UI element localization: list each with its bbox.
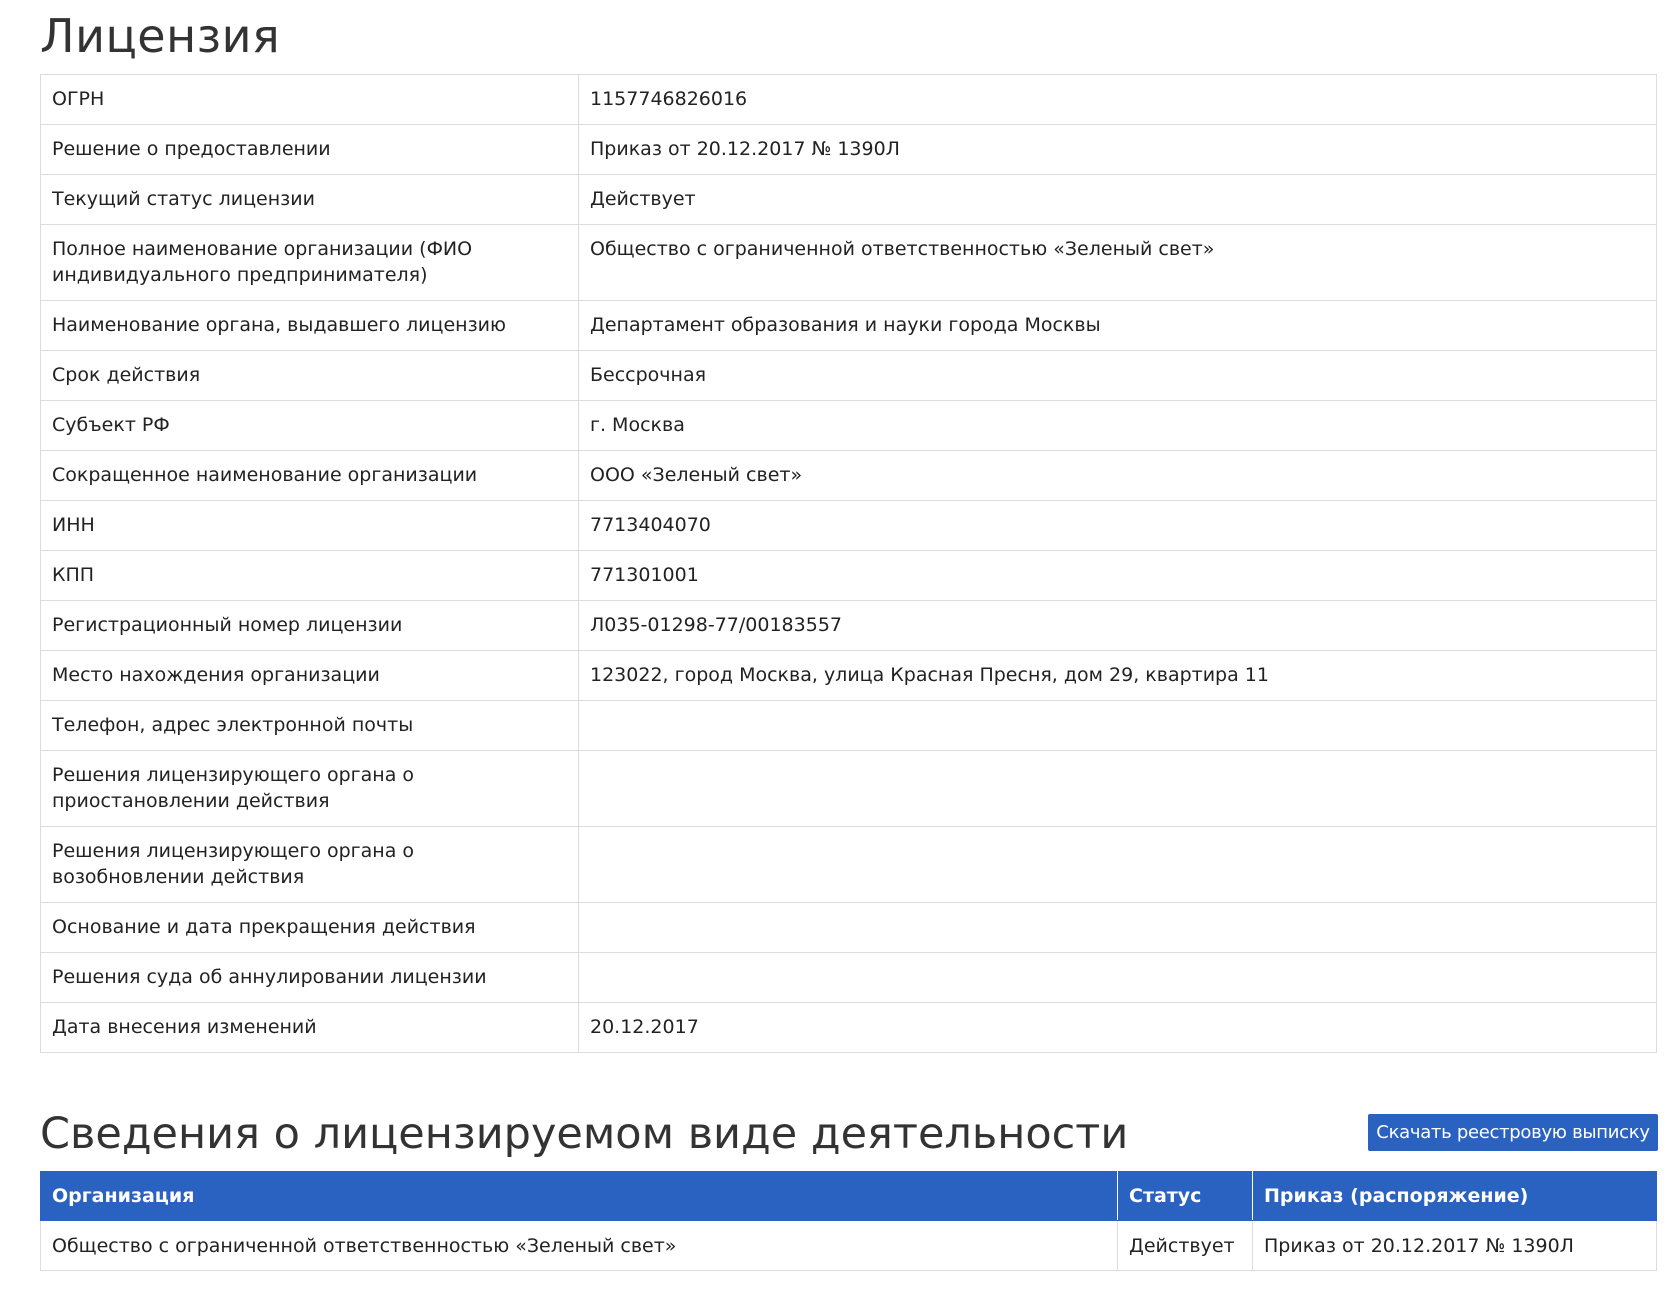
row-value: 7713404070 [579,501,1657,551]
section-title: Сведения о лицензируемом виде деятельности [40,1109,1129,1159]
table-row [41,125,1657,175]
table-row [41,701,1657,751]
row-value [579,953,1657,1003]
row-value: ООО «Зеленый свет» [579,451,1657,501]
row-label: Решения лицензирующего органа о приостановлении действия [41,751,579,827]
row-label: Телефон, адрес электронной почты [41,701,579,751]
table-row [41,75,1657,125]
row-value: Общество с ограниченной ответственностью «Зеленый свет» [579,225,1657,301]
table-row [41,175,1657,225]
row-value: 20.12.2017 [579,1003,1657,1053]
table-header-row [41,1172,1657,1221]
row-value: Бессрочная [579,351,1657,401]
row-value [579,701,1657,751]
table-row [41,225,1657,301]
row-label: Полное наименование организации (ФИО индивидуального предпринимателя) [41,225,579,301]
row-value [579,751,1657,827]
table-row [41,501,1657,551]
table-row [41,1221,1657,1271]
license-details-table [40,74,1657,1053]
row-label: Регистрационный номер лицензии [41,601,579,651]
table-row [41,601,1657,651]
cell-organization: Общество с ограниченной ответственностью «Зеленый свет» [41,1221,1118,1271]
table-row [41,351,1657,401]
row-label: Решение о предоставлении [41,125,579,175]
cell-status: Действует [1118,1221,1253,1271]
column-header-status: Статус [1118,1172,1253,1221]
table-row [41,827,1657,903]
column-header-order: Приказ (распоряжение) [1253,1172,1657,1221]
row-value: Приказ от 20.12.2017 № 1390Л [579,125,1657,175]
row-value: 771301001 [579,551,1657,601]
row-label: Дата внесения изменений [41,1003,579,1053]
row-value: 1157746826016 [579,75,1657,125]
row-label: Срок действия [41,351,579,401]
table-row [41,903,1657,953]
table-row [41,1003,1657,1053]
page-title: Лицензия [40,9,281,63]
row-value [579,903,1657,953]
row-label: Основание и дата прекращения действия [41,903,579,953]
column-header-organization: Организация [41,1172,1118,1221]
row-value: Действует [579,175,1657,225]
table-row [41,301,1657,351]
cell-order: Приказ от 20.12.2017 № 1390Л [1253,1221,1657,1271]
row-label: ИНН [41,501,579,551]
table-row [41,451,1657,501]
row-label: Решения суда об аннулировании лицензии [41,953,579,1003]
row-label: Текущий статус лицензии [41,175,579,225]
row-value: Департамент образования и науки города Москвы [579,301,1657,351]
table-row [41,953,1657,1003]
table-row [41,401,1657,451]
row-label: Решения лицензирующего органа о возобновлении действия [41,827,579,903]
row-value: Л035-01298-77/00183557 [579,601,1657,651]
row-label: КПП [41,551,579,601]
table-row [41,551,1657,601]
table-row [41,751,1657,827]
licensed-activity-table [40,1171,1657,1271]
row-label: Сокращенное наименование организации [41,451,579,501]
row-value [579,827,1657,903]
row-label: ОГРН [41,75,579,125]
row-label: Субъект РФ [41,401,579,451]
row-label: Место нахождения организации [41,651,579,701]
row-value: 123022, город Москва, улица Красная Пресня, дом 29, квартира 11 [579,651,1657,701]
row-label: Наименование органа, выдавшего лицензию [41,301,579,351]
download-registry-extract-button[interactable]: Скачать реестровую выписку [1368,1114,1658,1151]
row-value: г. Москва [579,401,1657,451]
table-row [41,651,1657,701]
